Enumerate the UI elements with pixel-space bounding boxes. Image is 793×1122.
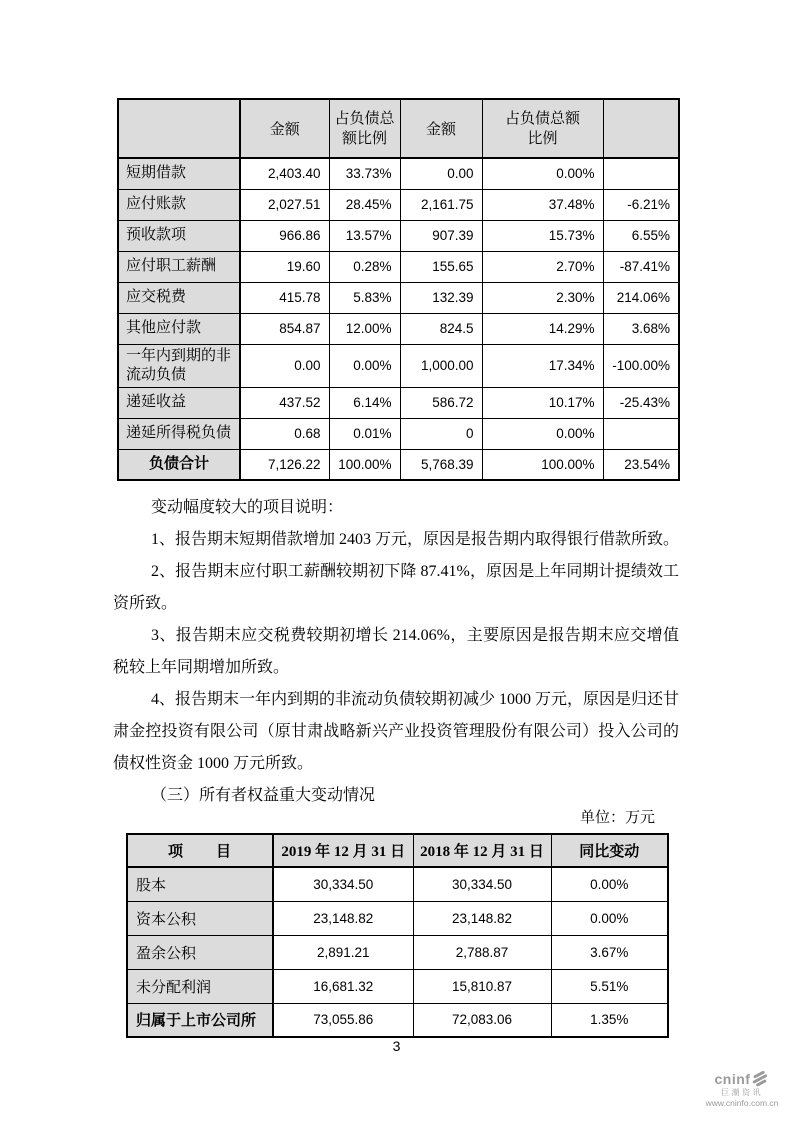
pct-of-liabilities-header-cell: [329, 99, 400, 158]
pct-cell: 0.00%: [329, 344, 400, 387]
amount-cell: 5,768.39: [400, 449, 482, 480]
change-cell: -87.41%: [603, 251, 679, 282]
table-row: [118, 189, 679, 220]
change-cell: 214.06%: [603, 282, 679, 313]
amount-cell: 2,027.51: [240, 189, 329, 220]
amount-cell: 0.68: [240, 418, 329, 449]
pct-cell: 0.00%: [482, 418, 603, 449]
amount-cell: 7,126.22: [240, 449, 329, 480]
amount-cell: 0: [400, 418, 482, 449]
row-label-cell: 盈余公积: [127, 935, 273, 969]
section-heading: （三）所有者权益重大变动情况: [151, 787, 376, 804]
cninfo-brand-text: cninf: [714, 1071, 751, 1087]
row-label-cell: 递延所得税负债: [118, 418, 240, 449]
amount-cell: 2,403.40: [240, 158, 329, 189]
amount-cell: 132.39: [400, 282, 482, 313]
pct-cell: 14.29%: [482, 313, 603, 344]
table-row: [118, 251, 679, 282]
header-line: 额比例: [341, 130, 387, 147]
value-2019-cell: 16,681.32: [273, 969, 413, 1003]
value-2019-cell: 2,891.21: [273, 935, 413, 969]
pct-cell: 0.01%: [329, 418, 400, 449]
table-row: [118, 282, 679, 313]
change-cell: 6.55%: [603, 220, 679, 251]
pct-cell: 0.00%: [482, 158, 603, 189]
change-cell: -6.21%: [603, 189, 679, 220]
note-item: 2、报告期末应付职工薪酬较期初下降 87.41%，原因是上年同期计提绩效工资所致。: [113, 563, 679, 612]
amount-cell: 966.86: [240, 220, 329, 251]
header-line: 占负债总额: [504, 110, 580, 127]
change-cell: [603, 158, 679, 189]
notes-intro: 变动幅度较大的项目说明：: [151, 499, 344, 516]
yoy-change-header-cell: 同比变动: [551, 834, 668, 867]
value-2018-cell: 23,148.82: [413, 901, 551, 935]
table-row: [127, 969, 668, 1003]
row-label-cell: 一年内到期的非流动负债: [118, 344, 240, 387]
table-row: [127, 935, 668, 969]
table-row: [127, 867, 668, 901]
amount-cell: 824.5: [400, 313, 482, 344]
pct-cell: 6.14%: [329, 387, 400, 418]
table-row: [118, 313, 679, 344]
notes-section: [113, 492, 679, 812]
equity-header-row: [127, 834, 668, 867]
amount-cell: 586.72: [400, 387, 482, 418]
date-2018-header-cell: 2018 年 12 月 31 日: [413, 834, 551, 867]
value-2018-cell: 30,334.50: [413, 867, 551, 901]
value-2018-cell: 15,810.87: [413, 969, 551, 1003]
pct-cell: 33.73%: [329, 158, 400, 189]
row-label-cell: 股本: [127, 867, 273, 901]
change-cell: 1.35%: [551, 1003, 668, 1037]
pct-cell: 2.30%: [482, 282, 603, 313]
table-row: [118, 418, 679, 449]
pct-cell: 2.70%: [482, 251, 603, 282]
pct-cell: 0.28%: [329, 251, 400, 282]
pct-of-liabilities-header-cell: [482, 99, 603, 158]
amount-cell: 155.65: [400, 251, 482, 282]
pct-cell: 100.00%: [329, 449, 400, 480]
pct-cell: 15.73%: [482, 220, 603, 251]
amount-cell: 907.39: [400, 220, 482, 251]
liabilities-header-row: [118, 99, 679, 158]
pct-cell: 100.00%: [482, 449, 603, 480]
amount-cell: 1,000.00: [400, 344, 482, 387]
item-header-cell: 项 目: [127, 834, 273, 867]
row-label-cell: 其他应付款: [118, 313, 240, 344]
row-label-cell: 应付职工薪酬: [118, 251, 240, 282]
note-item: 1、报告期末短期借款增加 2403 万元，原因是报告期内取得银行借款所致。: [151, 531, 680, 548]
change-cell: -25.43%: [603, 387, 679, 418]
pct-cell: 17.34%: [482, 344, 603, 387]
date-2019-header-cell: 2019 年 12 月 31 日: [273, 834, 413, 867]
value-2019-cell: 73,055.86: [273, 1003, 413, 1037]
row-label-cell: 应付账款: [118, 189, 240, 220]
equity-table: [126, 833, 669, 1038]
cninfo-brand-row: [700, 1070, 784, 1088]
change-cell: [603, 418, 679, 449]
pct-cell: 10.17%: [482, 387, 603, 418]
pct-cell: 28.45%: [329, 189, 400, 220]
unit-label: 单位：万元: [579, 810, 655, 826]
total-row: [118, 449, 679, 480]
amount-cell: 415.78: [240, 282, 329, 313]
change-cell: 0.00%: [551, 901, 668, 935]
amount-cell: 19.60: [240, 251, 329, 282]
amount-cell: 854.87: [240, 313, 329, 344]
amount-cell: 0.00: [240, 344, 329, 387]
cninfo-logo: [700, 1070, 784, 1108]
pct-cell: 13.57%: [329, 220, 400, 251]
table-row: [127, 901, 668, 935]
blank-header-cell: [603, 99, 679, 158]
amount-cell: 437.52: [240, 387, 329, 418]
amount-header-cell: 金额: [240, 99, 329, 158]
liabilities-table: [117, 98, 680, 481]
value-2019-cell: 30,334.50: [273, 867, 413, 901]
note-item: 3、报告期末应交税费较期初增长 214.06%，主要原因是报告期末应交增值税较上年同期增加所致。: [113, 627, 679, 676]
amount-header-cell: 金额: [400, 99, 482, 158]
table-row: [118, 344, 679, 387]
change-cell: 3.68%: [603, 313, 679, 344]
blank-header-cell: [118, 99, 240, 158]
change-cell: 5.51%: [551, 969, 668, 1003]
cninfo-swirl-icon: [751, 1070, 769, 1088]
page-number: 3: [392, 1038, 401, 1054]
value-2019-cell: 23,148.82: [273, 901, 413, 935]
row-label-cell: 应交税费: [118, 282, 240, 313]
row-label-cell: 预收款项: [118, 220, 240, 251]
total-row: [127, 1003, 668, 1037]
cninfo-chinese-name: 巨潮资讯: [721, 1088, 763, 1097]
header-line: 占负债总: [334, 110, 395, 127]
table-row: [118, 158, 679, 189]
amount-cell: 2,161.75: [400, 189, 482, 220]
pct-cell: 5.83%: [329, 282, 400, 313]
value-2018-cell: 2,788.87: [413, 935, 551, 969]
row-label-cell: 归属于上市公司所: [127, 1003, 273, 1037]
change-cell: 3.67%: [551, 935, 668, 969]
row-label-cell: 未分配利润: [127, 969, 273, 1003]
row-label-cell: 短期借款: [118, 158, 240, 189]
change-cell: 23.54%: [603, 449, 679, 480]
amount-cell: 0.00: [400, 158, 482, 189]
value-2018-cell: 72,083.06: [413, 1003, 551, 1037]
row-label-cell: 资本公积: [127, 901, 273, 935]
pct-cell: 12.00%: [329, 313, 400, 344]
row-label-cell: 负债合计: [118, 449, 240, 480]
note-item: 4、报告期末一年内到期的非流动负债较期初减少 1000 万元，原因是归还甘肃金控投资有限公司（原甘肃战略新兴产业投资管理股份有限公司）投入公司的债权性资金 1000 万元所致。: [113, 691, 680, 772]
table-row: [118, 220, 679, 251]
change-cell: -100.00%: [603, 344, 679, 387]
change-cell: 0.00%: [551, 867, 668, 901]
table-row: [118, 387, 679, 418]
pct-cell: 37.48%: [482, 189, 603, 220]
cninfo-url: www.cninfo.com.cn: [705, 1098, 779, 1108]
header-line: 比例: [527, 130, 558, 147]
row-label-cell: 递延收益: [118, 387, 240, 418]
